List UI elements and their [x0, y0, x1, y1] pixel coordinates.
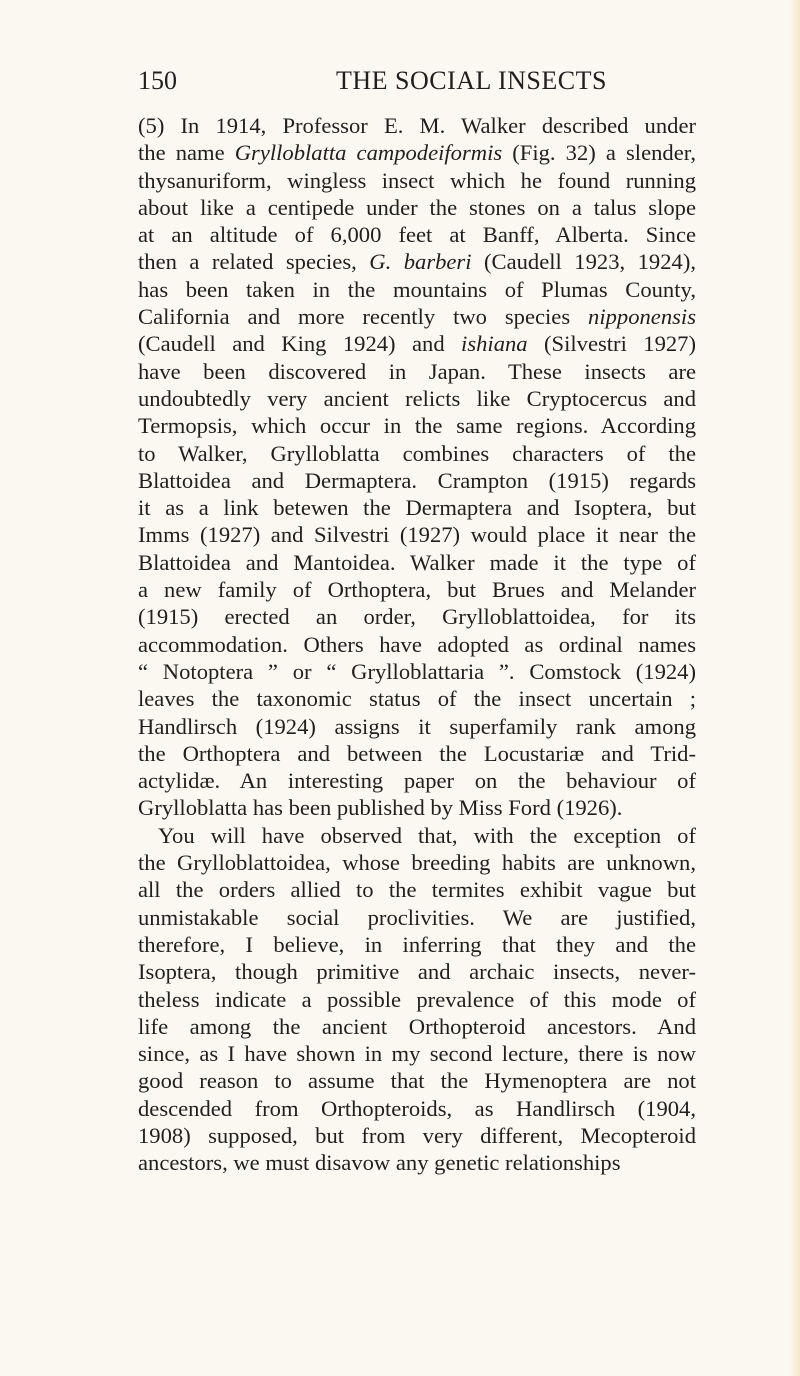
text-line: (1915) erected an order, Grylloblattoidea, for its	[138, 604, 696, 630]
text-line: unmistakable social proclivities. We are justified,	[138, 904, 696, 930]
text-line: You will have observed that, with the exception of	[158, 822, 696, 848]
text-line: a new family of Orthoptera, but Brues and Melander	[138, 577, 696, 603]
text-line: Isoptera, though primitive and archaic insects, never-	[138, 959, 696, 985]
text-line: Termopsis, which occur in the same regions. According	[138, 413, 696, 439]
body-text	[138, 112, 696, 1177]
text-line: Grylloblatta has been published by Miss Ford (1926).	[138, 795, 623, 821]
text-line: (5) In 1914, Professor E. M. Walker described under	[138, 113, 696, 138]
text-line: Handlirsch (1924) assigns it superfamily rank among	[138, 713, 696, 739]
text-line: have been discovered in Japan. These insects are	[138, 358, 696, 384]
text-line: “ Notoptera ” or “ Grylloblattaria ”. Comstock (1924)	[138, 658, 696, 684]
text-line: descended from Orthopteroids, as Handlirsch (1904,	[138, 1095, 696, 1121]
text-line: California and more recently two species nipponensis	[138, 304, 696, 330]
page-edge-shadow	[790, 0, 800, 1376]
text-line: Blattoidea and Mantoidea. Walker made it the type of	[138, 549, 696, 575]
text-line: (Caudell and King 1924) and ishiana (Silvestri 1927)	[138, 331, 696, 357]
text-line: the Orthoptera and between the Locustariæ and Trid-	[138, 740, 696, 766]
text-line: it as a link betewen the Dermaptera and Isoptera, but	[138, 495, 696, 521]
text-line: Blattoidea and Dermaptera. Crampton (1915) regards	[138, 467, 696, 493]
text-line: thysanuriform, wingless insect which he found running	[138, 167, 696, 193]
text-line: life among the ancient Orthopteroid ancestors. And	[138, 1013, 696, 1039]
text-line: 1908) supposed, but from very different, Mecopteroid	[138, 1122, 696, 1148]
text-line: undoubtedly very ancient relicts like Cryptocercus and	[138, 385, 696, 411]
running-title: THE SOCIAL INSECTS	[336, 66, 607, 95]
text-line: Imms (1927) and Silvestri (1927) would place it near the	[138, 522, 696, 548]
text-line: ancestors, we must disavow any genetic relationships	[138, 1150, 621, 1176]
text-line: about like a centipede under the stones on a talus slope	[138, 194, 696, 220]
text-line: then a related species, G. barberi (Caudell 1923, 1924),	[138, 249, 696, 275]
text-line: the Grylloblattoidea, whose breeding habits are unknown,	[138, 850, 696, 876]
text-line: leaves the taxonomic status of the insect uncertain ;	[138, 686, 696, 712]
text-line: has been taken in the mountains of Plumas County,	[138, 276, 696, 302]
text-line: since, as I have shown in my second lecture, there is now	[138, 1041, 696, 1067]
text-line: good reason to assume that the Hymenoptera are not	[138, 1068, 696, 1094]
text-line: all the orders allied to the termites exhibit vague but	[138, 877, 696, 903]
text-line: theless indicate a possible prevalence of this mode of	[138, 986, 696, 1012]
page-number: 150	[138, 66, 177, 95]
page-header	[0, 66, 800, 100]
text-line: at an altitude of 6,000 feet at Banff, Alberta. Since	[138, 222, 696, 248]
text-line: to Walker, Grylloblatta combines characters of the	[138, 440, 696, 466]
text-line: therefore, I believe, in inferring that they and the	[138, 931, 696, 957]
text-line: the name Grylloblatta campodeiformis (Fig. 32) a slender,	[138, 140, 696, 166]
text-line: accommodation. Others have adopted as ordinal names	[138, 631, 696, 657]
text-line: actylidæ. An interesting paper on the behaviour of	[138, 768, 696, 794]
